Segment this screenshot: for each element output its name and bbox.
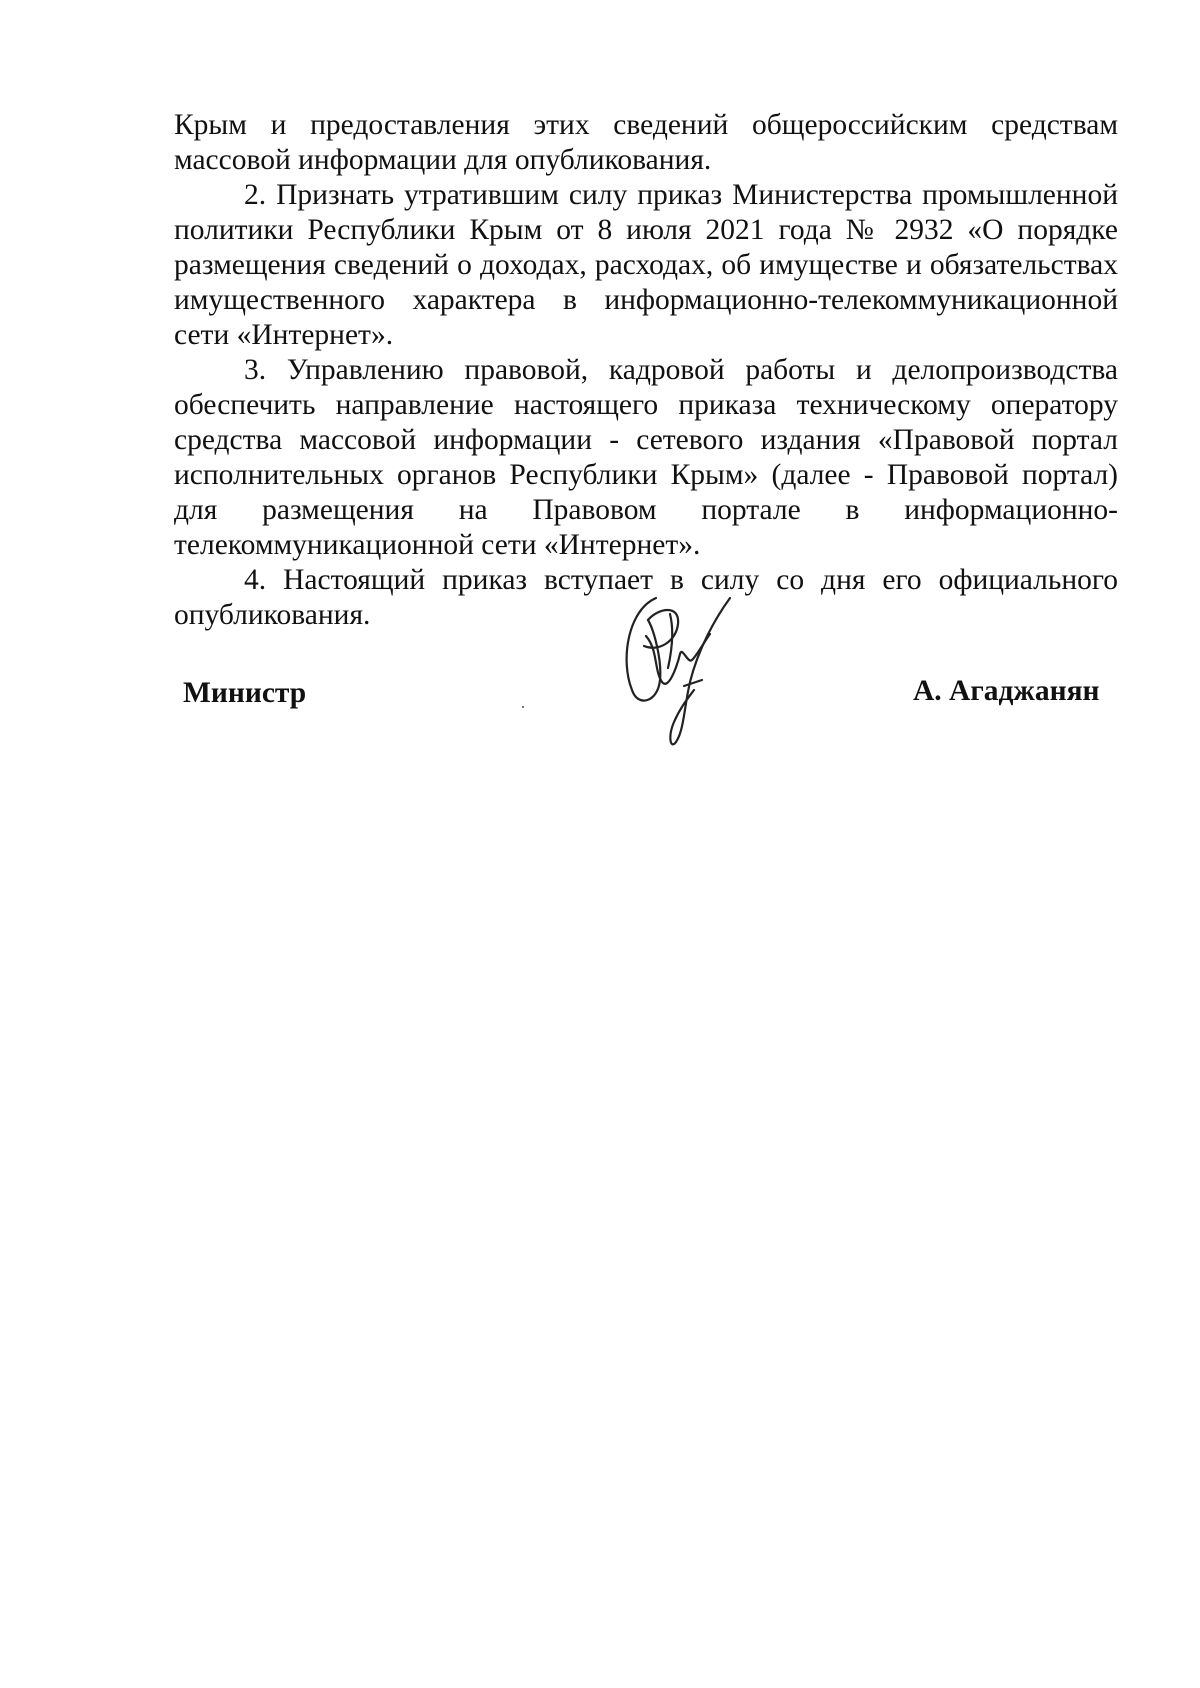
signatory-title: Министр (183, 677, 307, 709)
scan-speck (522, 706, 524, 708)
document-body (174, 108, 1118, 633)
signatory-name: А. Агаджанян (913, 675, 1100, 707)
paragraph-continuation: Крым и предоставления этих сведений общероссийским средствам массовой информации для опубликования. (174, 109, 1118, 176)
paragraph-item-2: 2. Признать утратившим силу приказ Министерства промышленной политики Республики Крым от 8 июля 2021 года № 2932 «О порядке размещения сведений о доходах, расходах, об имуществе и обязательствах имущественного характера в информационно-телекоммуникационной сети «Интернет». (174, 179, 1118, 351)
paragraph-item-3: 3. Управлению правовой, кадровой работы и делопроизводства обеспечить направление настоящего приказа техническому оператору средства массовой информации - сетевого издания «Правовой портал исполнительных органов Республики Крым» (далее - Правовой портал) для размещения на Правовом портале в информационно-телекоммуникационной сети «Интернет». (174, 354, 1118, 561)
handwritten-signature (618, 590, 748, 750)
paragraph-item-4: 4. Настоящий приказ вступает в силу со дня его официального опубликования. (174, 564, 1118, 631)
